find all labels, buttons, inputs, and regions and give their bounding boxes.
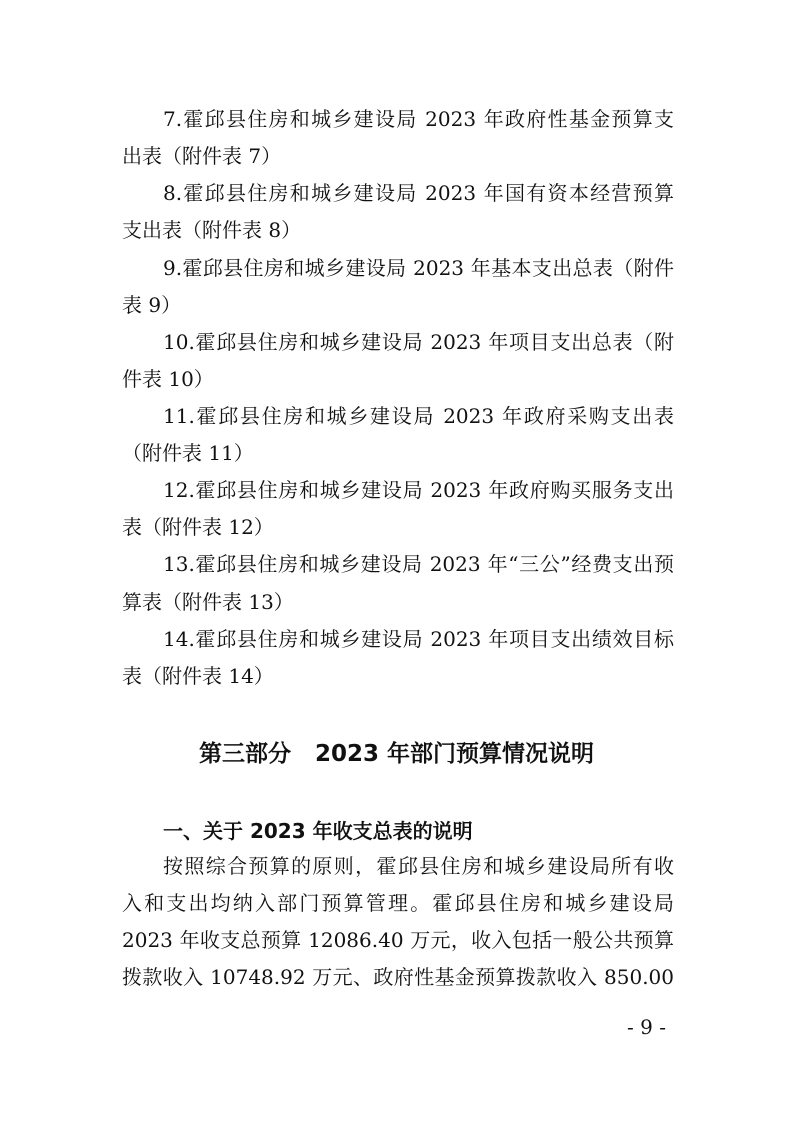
attachment-item-10-line2: 件表 10） bbox=[122, 367, 214, 391]
attachment-item-8-line2: 支出表（附件表 8） bbox=[122, 218, 302, 242]
body-paragraph-line-2: 入和支出均纳入部门预算管理。霍邱县住房和城乡建设局 bbox=[122, 891, 674, 915]
attachment-item-11-line2: （附件表 11） bbox=[122, 441, 254, 465]
attachment-item-14-line2: 表（附件表 14） bbox=[122, 664, 274, 688]
section-title: 第三部分 2023 年部门预算情况说明 bbox=[198, 741, 595, 767]
attachment-item-10-line1: 10.霍邱县住房和城乡建设局 2023 年项目支出总表（附 bbox=[163, 330, 674, 354]
body-paragraph-line-3: 2023 年收支总预算 12086.40 万元，收入包括一般公共预算 bbox=[122, 928, 674, 952]
attachment-item-13-line1: 13.霍邱县住房和城乡建设局 2023 年“三公”经费支出预 bbox=[163, 552, 674, 576]
page-number: - 9 - bbox=[627, 1015, 666, 1039]
attachment-item-7-line1: 7.霍邱县住房和城乡建设局 2023 年政府性基金预算支 bbox=[163, 107, 674, 131]
attachment-item-9-line1: 9.霍邱县住房和城乡建设局 2023 年基本支出总表（附件 bbox=[163, 256, 674, 280]
attachment-item-14-line1: 14.霍邱县住房和城乡建设局 2023 年项目支出绩效目标 bbox=[163, 627, 674, 651]
subsection-title: 一、关于 2023 年收支总表的说明 bbox=[163, 819, 473, 843]
body-paragraph-line-4: 拨款收入 10748.92 万元、政府性基金预算拨款收入 850.00 bbox=[122, 965, 674, 989]
attachment-item-12-line1: 12.霍邱县住房和城乡建设局 2023 年政府购买服务支出 bbox=[163, 478, 674, 502]
attachment-item-12-line2: 表（附件表 12） bbox=[122, 515, 274, 539]
attachment-item-11-line1: 11.霍邱县住房和城乡建设局 2023 年政府采购支出表 bbox=[163, 404, 674, 428]
attachment-item-8-line1: 8.霍邱县住房和城乡建设局 2023 年国有资本经营预算 bbox=[163, 181, 674, 205]
attachment-item-13-line2: 算表（附件表 13） bbox=[122, 590, 294, 614]
body-paragraph-line-1: 按照综合预算的原则，霍邱县住房和城乡建设局所有收 bbox=[163, 854, 674, 878]
attachment-item-9-line2: 表 9） bbox=[122, 293, 182, 317]
attachment-item-7-line2: 出表（附件表 7） bbox=[122, 144, 282, 168]
